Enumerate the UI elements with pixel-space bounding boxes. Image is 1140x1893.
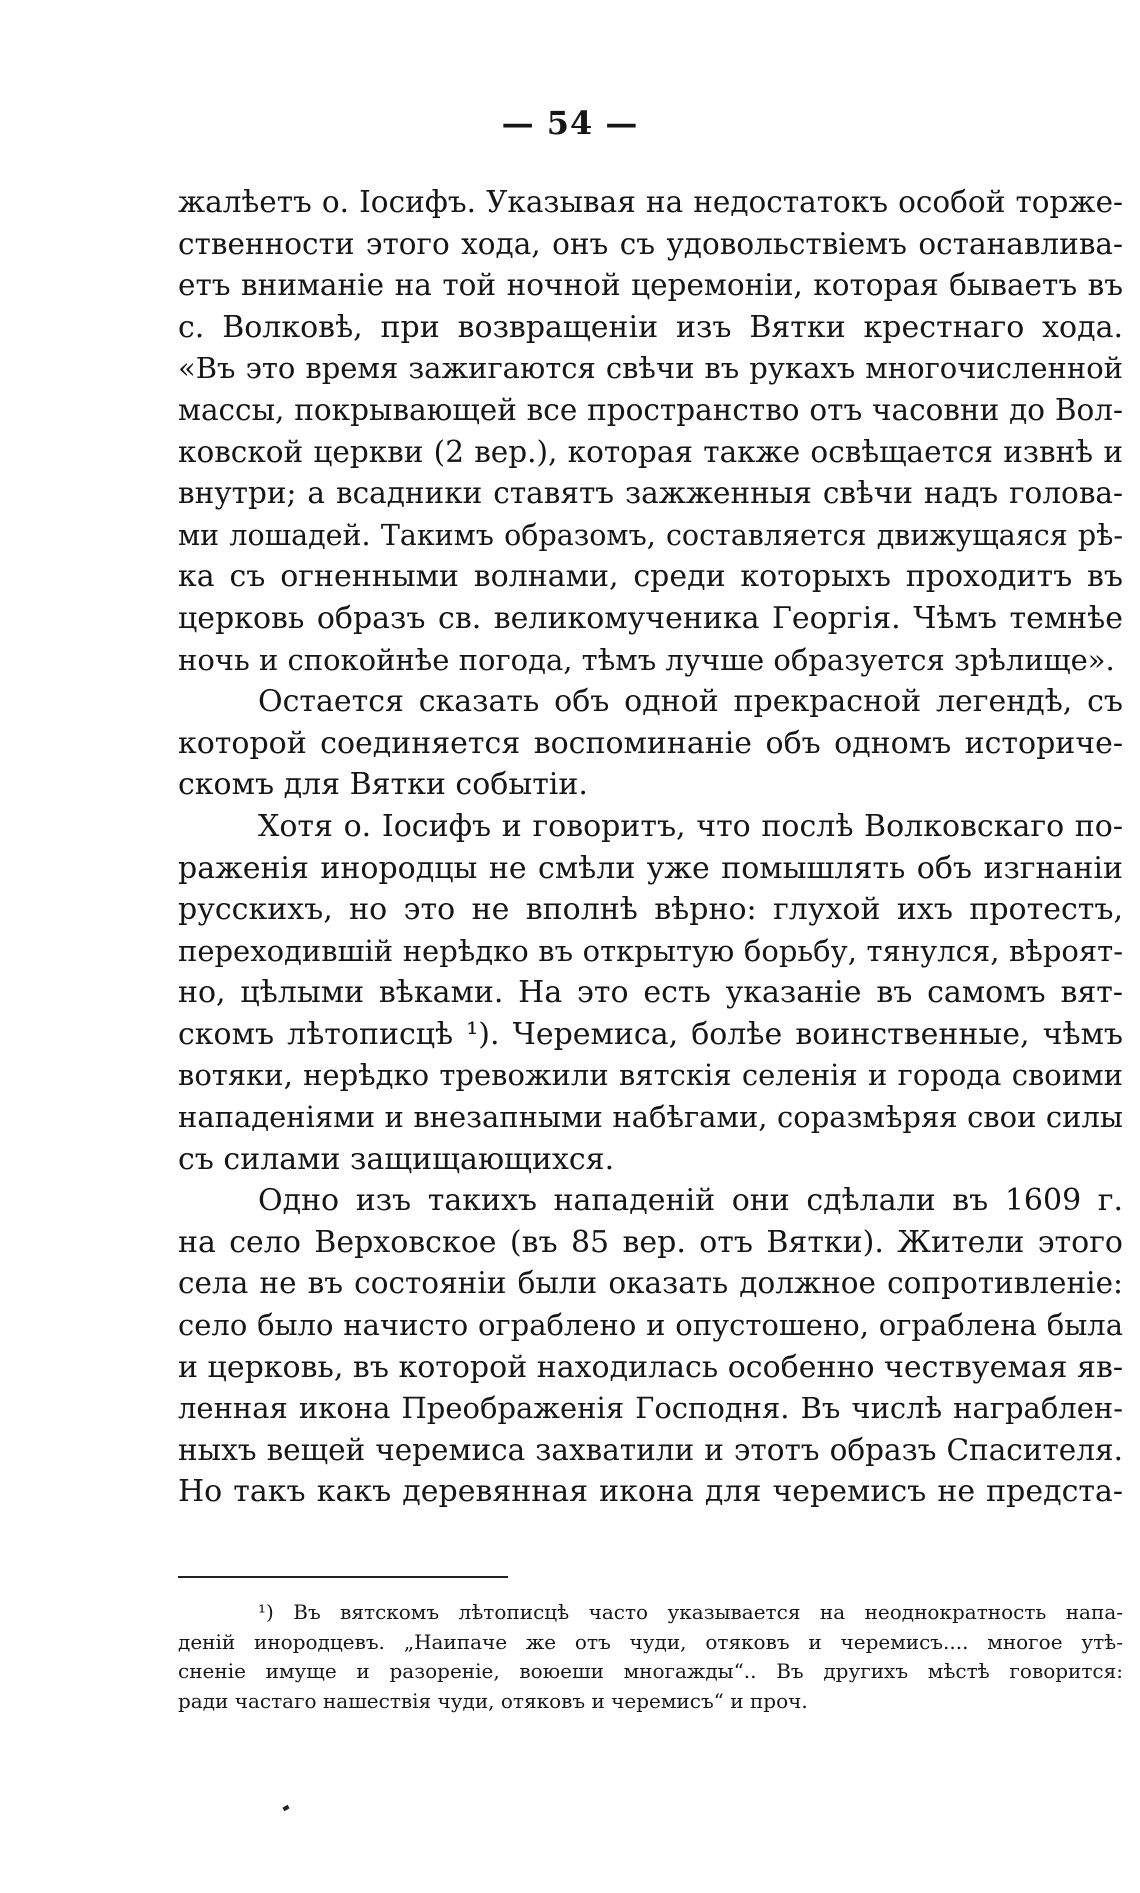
text-line: русскихъ, но это не вполнѣ вѣрно: глухой ихъ протестъ,	[178, 892, 1123, 928]
text-line: переходившій нерѣдко въ открытую борьбу, тянулся, вѣроят-	[178, 933, 1123, 968]
text-line: Но такъ какъ деревянная икона для черемисъ не предста-	[178, 1474, 1123, 1510]
text-line: и церковь, въ которой находилась особенно чествуемая яв-	[178, 1349, 1123, 1385]
text-line: ка съ огненными волнами, среди которыхъ проходитъ въ	[178, 559, 1123, 595]
footnote-line: ради частаго нашествія чуди, отяковъ и черемисъ“ и проч.	[178, 1688, 808, 1713]
text-line: съ силами защищающихся.	[178, 1141, 615, 1177]
text-line: церковь образъ св. великомученика Георгія. Чѣмъ темнѣе	[178, 600, 1123, 636]
text-line: скомъ для Вятки событіи.	[178, 767, 588, 803]
footnote-line: сненіе имуще и разореніе, воюеши многажды“.. Въ другихъ мѣстѣ говорится:	[178, 1659, 1123, 1684]
text-line: раженія инородцы не смѣли уже помышлять объ изгнаніи	[178, 850, 1123, 886]
text-line: ственности этого хода, онъ съ удовольствіемъ останавлива-	[178, 226, 1123, 261]
text-line: вотяки, нерѣдко тревожили вятскія селенія и города своими	[178, 1058, 1123, 1093]
text-line: Одно изъ такихъ нападеній они сдѣлали въ 1609 г.	[258, 1183, 1123, 1219]
text-line: массы, покрывающей все пространство отъ часовни до Вол-	[178, 392, 1123, 427]
text-line: села не въ состояніи были оказать должное сопротивленіе:	[178, 1266, 1123, 1301]
text-line: которой соединяется воспоминаніе объ одномъ историче-	[178, 725, 1123, 761]
footnote-divider	[178, 1576, 508, 1578]
text-line: скомъ лѣтописцѣ ¹). Черемиса, болѣе воинственные, чѣмъ	[178, 1016, 1123, 1052]
footnote-line: ¹) Въ вятскомъ лѣтописцѣ часто указывается на неоднократность напа-	[258, 1600, 1123, 1624]
text-line: «Въ это время зажигаются свѣчи въ рукахъ многочисленной	[178, 351, 1123, 386]
text-line: жалѣетъ о. Іосифъ. Указывая на недостатокъ особой торже-	[178, 185, 1123, 219]
text-line: но, цѣлыми вѣками. На это есть указаніе въ самомъ вят-	[178, 975, 1123, 1011]
text-line: нападеніями и внезапными набѣгами, соразмѣряя свои силы	[178, 1100, 1123, 1135]
body-text	[178, 182, 1123, 1513]
text-line: Остается сказать объ одной прекрасной легендѣ, съ	[258, 684, 1123, 720]
text-line: ковской церкви (2 вер.), которая также освѣщается извнѣ и	[178, 434, 1123, 469]
footnotes	[178, 1598, 1123, 1716]
text-line: на село Верховское (въ 85 вер. отъ Вятки). Жители этого	[178, 1224, 1123, 1260]
text-line: с. Волковѣ, при возвращеніи изъ Вятки крестнаго хода.	[178, 309, 1123, 345]
page-number: — 54 —	[501, 104, 639, 142]
ink-mark	[282, 1805, 289, 1811]
text-line: етъ вниманіе на той ночной церемоніи, которая бываетъ въ	[178, 268, 1123, 303]
text-line: ленная икона Преображенія Господня. Въ числѣ награблен-	[178, 1391, 1123, 1426]
text-line: село было начисто ограблено и опустошено, ограблена была	[178, 1308, 1123, 1343]
text-line: Хотя о. Іосифъ и говоритъ, что послѣ Волковскаго по-	[258, 808, 1123, 844]
footnote-line: деній инородцевъ. „Наипаче же отъ чуди, отяковъ и черемисъ.... многое утѣ-	[178, 1629, 1123, 1654]
text-line: ми лошадей. Такимъ образомъ, составляется движущаяся рѣ-	[178, 518, 1123, 552]
text-line: ночь и спокойнѣе погода, тѣмъ лучше образуется зрѣлище».	[178, 642, 1115, 677]
text-line: ныхъ вещей черемиса захватили и этотъ образъ Спасителя.	[178, 1432, 1123, 1467]
text-line: внутри; а всадники ставятъ зажженныя свѣчи надъ голова-	[178, 476, 1123, 511]
